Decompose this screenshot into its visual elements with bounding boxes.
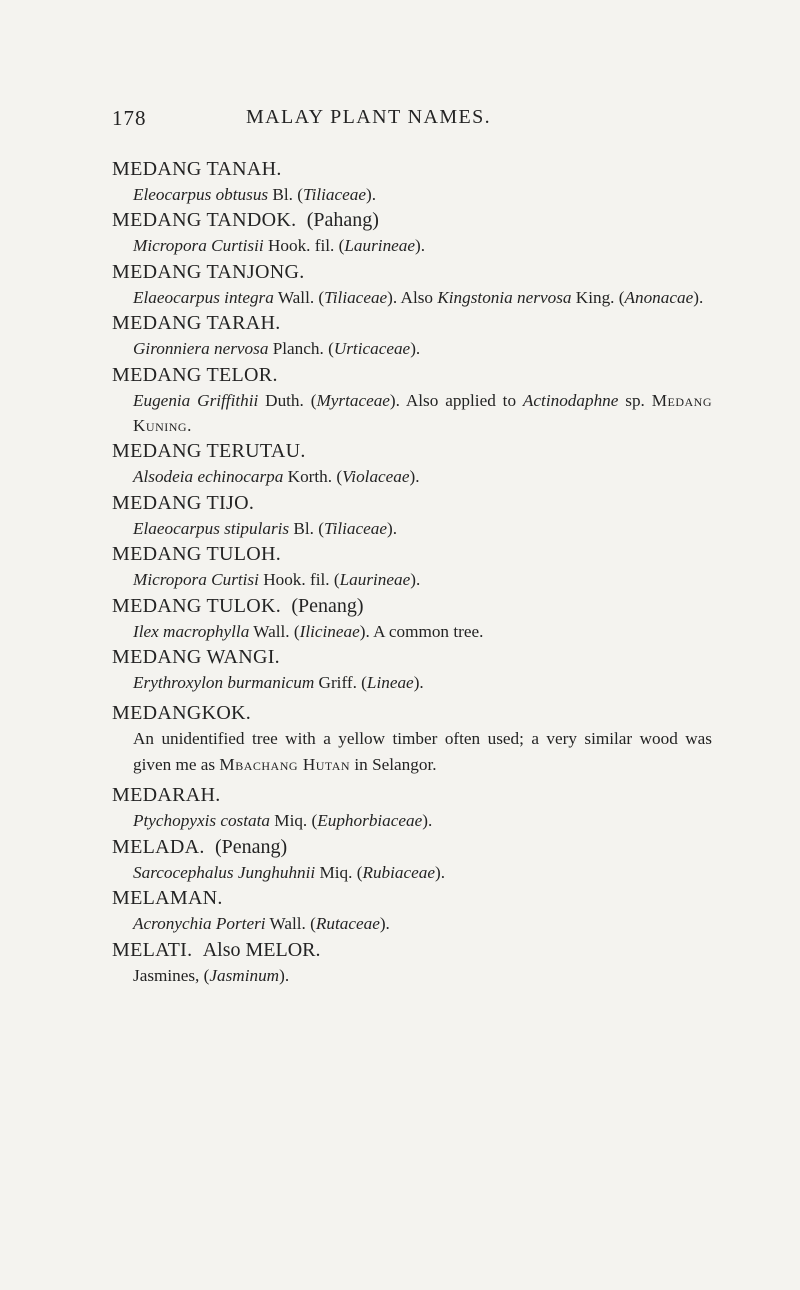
page-header	[112, 106, 712, 136]
botanical-name: Ilicineae	[299, 621, 360, 641]
entry-headword: MEDARAH.	[112, 784, 221, 807]
botanical-name: Alsodeia echinocarpa	[133, 467, 284, 487]
botanical-name: Sarcocephalus Junghuhnii	[133, 862, 316, 882]
botanical-name: Elaeocarpus integra	[133, 287, 274, 307]
botanical-name: Rubiaceae	[362, 862, 436, 882]
entry-headword: MEDANG TANAH.	[112, 158, 282, 180]
entry-headword-line	[112, 438, 712, 464]
entry-headword-line	[112, 700, 712, 726]
entry-headword-line	[112, 490, 712, 516]
dictionary-entry	[112, 700, 712, 777]
entry-headword: MEDANG TANJONG.	[112, 260, 305, 283]
botanical-name: Laurineae	[339, 570, 411, 590]
botanical-name: Laurineae	[344, 236, 416, 256]
entry-headword: MEDANG TELOR.	[112, 363, 278, 386]
entry-headword-line	[112, 937, 712, 963]
dictionary-entry	[112, 885, 712, 936]
botanical-name: Eleocarpus obtusus	[133, 185, 269, 204]
botanical-name: Rutaceae	[315, 914, 380, 934]
entry-description: Alsodeia echinocarpa Korth. (Violaceae).	[133, 467, 420, 487]
entry-headword-line	[112, 644, 712, 670]
entry-note: (Penang)	[209, 835, 288, 858]
dictionary-entry	[112, 593, 712, 644]
entry-description: Acronychia Porteri Wall. (Rutaceae).	[133, 914, 390, 934]
dictionary-entry	[112, 207, 712, 258]
dictionary-entry	[112, 490, 712, 541]
botanical-name: Ptychopyxis costata	[133, 811, 270, 831]
botanical-name: Anonacae	[624, 287, 694, 307]
dictionary-entry	[112, 362, 712, 439]
entry-note: Also MELOR.	[197, 938, 321, 961]
dictionary-entry	[112, 937, 712, 988]
entry-description: Eugenia Griffithii Duth. (Myrtaceae). Also applied to Actinodaphne sp. Medang Kuning.	[133, 390, 712, 436]
dictionary-entry	[112, 438, 712, 489]
dictionary-entry	[112, 782, 712, 833]
entry-note: (Pahang)	[301, 209, 379, 232]
entry-headword: MEDANG WANGI.	[112, 646, 280, 669]
botanical-name: Urticaceae	[333, 339, 411, 359]
entry-note: (Penang)	[286, 594, 364, 617]
entry-description: Ptychopyxis costata Miq. (Euphorbiaceae).	[133, 811, 433, 831]
running-title: MALAY PLANT NAMES.	[246, 106, 492, 128]
entry-headword: MELATI.	[112, 938, 193, 961]
entry-headword-line	[112, 834, 712, 860]
entry-headword-line	[112, 885, 712, 911]
botanical-name: Jasminum	[209, 965, 280, 985]
entry-description: Elaeocarpus stipularis Bl. (Tiliaceae).	[133, 518, 398, 538]
entry-headword: MEDANG TULOK.	[112, 594, 282, 617]
botanical-name: Actinodaphne	[522, 390, 619, 410]
dictionary-entry	[112, 259, 712, 310]
dictionary-entry	[112, 541, 712, 592]
dictionary-entry	[112, 834, 712, 885]
entry-headword-line	[112, 541, 712, 567]
entry-description: Micropora Curtisi Hook. fil. (Laurineae).	[133, 570, 421, 590]
dictionary-entry	[112, 310, 712, 361]
cross-reference: Medang Kuning.	[133, 390, 712, 436]
entry-description: Gironniera nervosa Planch. (Urticaceae).	[133, 339, 421, 359]
dictionary-entries	[112, 156, 712, 988]
entry-headword: MEDANG TARAH.	[112, 312, 281, 335]
entry-description: Micropora Curtisii Hook. fil. (Laurineae).	[133, 236, 426, 256]
botanical-name: Ilex macrophylla	[133, 621, 250, 641]
entry-headword: MEDANG TERUTAU.	[112, 440, 306, 463]
entry-headword: MELADA.	[112, 835, 205, 858]
cross-reference: Mbachang Hutan	[219, 754, 351, 774]
entry-description: An unidentified tree with a yellow timber often used; a very similar wood was given me as Mbachang Hutan in Selangor.	[133, 729, 712, 774]
botanical-name: Eugenia Griffithii	[133, 390, 259, 410]
botanical-name: Lineae	[366, 673, 414, 693]
botanical-name: Tiliaceae	[302, 185, 366, 204]
entry-headword-line	[112, 259, 712, 285]
botanical-name: Myrtaceae	[316, 390, 390, 410]
entry-headword: MEDANGKOK.	[112, 702, 252, 725]
entry-headword-line	[112, 207, 712, 233]
page-number: 178	[112, 106, 147, 130]
entry-headword: MELAMAN.	[112, 887, 223, 910]
entry-headword: MEDANG TIJO.	[112, 491, 255, 514]
botanical-name: Tiliaceae	[323, 518, 387, 538]
dictionary-entry	[112, 644, 712, 695]
botanical-name: Tiliaceae	[324, 287, 388, 307]
entry-description: Jasmines, (Jasminum).	[133, 965, 290, 985]
botanical-name: Elaeocarpus stipularis	[133, 518, 290, 538]
botanical-name: Euphorbiaceae	[317, 811, 423, 831]
botanical-name: Kingstonia nervosa	[437, 287, 572, 307]
botanical-name: Violaceae	[342, 467, 410, 487]
entry-description: Ilex macrophylla Wall. (Ilicineae). A common tree.	[133, 621, 484, 641]
entry-headword-line	[112, 782, 712, 808]
entry-description: Erythroxylon burmanicum Griff. (Lineae).	[133, 673, 424, 693]
entry-headword-line	[112, 362, 712, 388]
botanical-name: Micropora Curtisii	[133, 236, 264, 256]
entry-headword-line	[112, 156, 712, 182]
entry-description: Eleocarpus obtusus Bl. (Tiliaceae).	[133, 185, 377, 204]
dictionary-entry	[112, 156, 712, 207]
entry-headword-line	[112, 310, 712, 336]
entry-headword-line	[112, 593, 712, 619]
entry-description: Sarcocephalus Junghuhnii Miq. (Rubiaceae).	[133, 862, 446, 882]
botanical-name: Micropora Curtisi	[133, 570, 259, 590]
botanical-name: Erythroxylon burmanicum	[133, 673, 315, 693]
botanical-name: Gironniera nervosa	[133, 339, 269, 359]
entry-description: Elaeocarpus integra Wall. (Tiliaceae). Also Kingstonia nervosa King. (Anonacae).	[133, 287, 704, 307]
botanical-name: Acronychia Porteri	[133, 914, 266, 934]
entry-headword: MEDANG TANDOK.	[112, 209, 297, 232]
entry-headword: MEDANG TULOH.	[112, 543, 282, 566]
